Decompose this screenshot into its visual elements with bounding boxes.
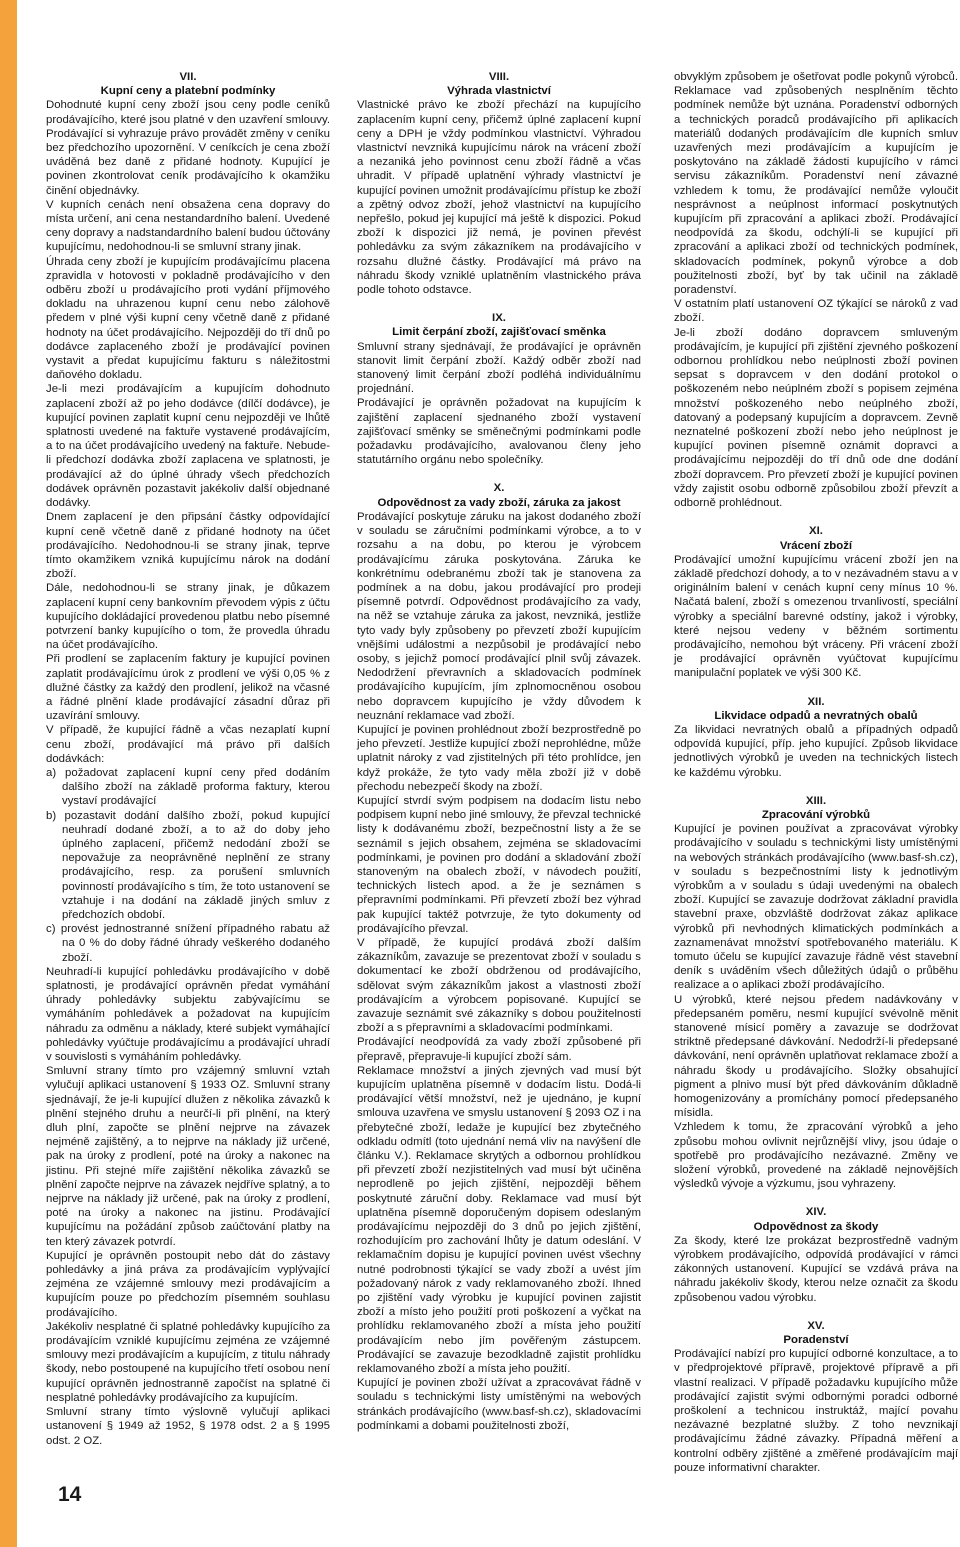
paragraph: Dohodnuté kupní ceny zboží jsou ceny podle ceníků prodávajícího, které jsou platné v den uzavření smlouvy. Prodávající si vyhrazuje právo provádět změny v ceníku bez předchozího upozornění. V ceníkcích je cena zboží uváděná bez daně z přidané hodnoty. Kupující je povinen zkontrolovat ceník prodávajícího k okamžiku činění objednávky. — [46, 99, 330, 197]
paragraph: Jakékoliv nesplatné či splatné pohledávky kupujícího za prodávajícím vzniklé kupujícímu zejména ze vzájemné smlouvy mezi prodávajícím a kupujícím, z titulu náhrady škody, nebo postoupené na kupujícího třetí osobou není kupující oprávněn jednostranně započíst na splatné či nesplatné pohledávky prodávajícího za kupujícím. — [46, 1320, 330, 1404]
section-number: XI. — [809, 525, 823, 538]
section-title: Limit čerpání zboží, zajišťovací směnka — [392, 326, 606, 339]
section — [674, 1319, 958, 1475]
paragraph: Smluvní strany tímto výslovně vylučují aplikaci ustanovení § 1949 až 1952, § 1978 odst. 2 a § 1995 odst. 2 OZ. — [46, 1406, 330, 1447]
paragraph: Smluvní strany sjednávají, že prodávající je oprávněn stanovit limit čerpání zboží. Každý odběr zboží nad stanovený limit čerpání zboží podléhá individuálnímu projednání. — [357, 340, 641, 396]
paragraph: Úhrada ceny zboží je kupujícím prodávajícímu placena zpravidla v hotovosti v pokladně prodávajícího v den odběru zboží u prodávajícího proti vydání příjmového dokladu na uhrazenou kupní cenu nebo zálohově předem v plné výši kupní ceny včetně daně z přidané hodnoty na účet prodávajícího. Nejpozději do tří dnů po dodávce zaplaceného zboží je prodávající povinen vystavit a předat kupujícímu fakturu s náležitostmi daňového dokladu. — [46, 255, 330, 382]
column-3 — [674, 70, 958, 1475]
paragraph: Prodávající umožní kupujícímu vrácení zboží jen na základě předchozí dohody, a to v nezávadném stavu a v originálním balení v cenách kupní ceny mínus 10 %. Načatá balení, zboží s omezenou trvanlivostí, speciální výrobky a speciální barevné odstíny, jakož i výrobky, které nejsou vedeny v běžném sortimentu prodávajícího, nemohou být vráceny. Při vrácení zboží je prodávající oprávněn vyúčtovat kupujícímu manipulační poplatek ve výši 300 Kč. — [674, 553, 958, 680]
paragraph: V případě, že kupující prodává zboží dalším zákazníkům, zavazuje se prezentovat zboží v souladu s dokumentací ke zboží obdrženou od prodávajícího, sdělovat svým zákazníkům jakost a vlastnosti zboží prodávajícím a výrobcem popisované. Kupující se zavazuje seznámit své zákazníky s dobou použitelnosti zboží a s přepravními a skladovacími podmínkami. — [357, 936, 641, 1035]
paragraph: Dále, nedohodnou-li se strany jinak, je důkazem zaplacení kupní ceny bankovním převodem výpis z účtu kupujícího dokládající provedenou platbu nebo písemné potvrzení banky kupujícího o tom, že provedla úhradu na účet prodávajícího. — [46, 582, 330, 652]
paragraph: Prodávající poskytuje záruku na jakost dodaného zboží v souladu se záručními podmínkami výrobce, a to v rozsahu a na dobu, po kterou je výrobcem prodávajícímu záruka poskytována. Záruka ke konkrétnímu odebranému zboží tak je stanovena za podmínek a na dobu, jakou prodávající pro prodeji písemně potvrdí. Odpovědnost prodávajícího za vady, na něž se vztahuje záruka za jakost, nevzniká, jestliže tyto vady byly způsobeny po převzetí zboží kupujícím vnějšími událostmi a nezpůsobil je prodávající nebo osoby, s jejichž pomocí prodávající plnil svůj závazek. Nedodržení převravních a skladovacích podmínek prodávajícího kupujícím, jím zplnomocněnou osobou nebo dopravcem kupujícího je vždy důvodem k neuznání reklamace vad zboží. — [357, 510, 641, 722]
paragraph: Kupující je povinen prohlédnout zboží bezprostředně po jeho převzetí. Jestliže kupující zboží neprohlédne, může uplatnit nároky z vad zjistitelných při této prohlídce, jen když prokáže, že tyto vady měla zboží již v době přechodu nebezpečí škody na zboží. — [357, 723, 641, 793]
section-title: Likvidace odpadů a nevratných obalů — [714, 709, 918, 722]
paragraph: Prodávající nabízí pro kupující odborné konzultace, a to v předprojektové přípravě, projektové přípravě a při vlastní realizaci. V případě požadavku kupujícího může prodávající zajistit svými odbornými poradci odborné proškolení a technicou instruktáž, mající povahu nezávazné bezplatné služby. Z toho nevznikají prodávajícímu žádné závazky. Případná měření a kontrolní odběry zjištěné a změřené prodávajícím mají pouze informativní charakter. — [674, 1348, 958, 1474]
section-title: Odpovědnost za škody — [753, 1220, 879, 1233]
paragraph: Kupující je povinen zboží užívat a zpracovávat řádně v souladu s technickými listy umístěnými na webových stránkách prodávajícího (www.basf-sh.cz), skladovacími podmínkami a dobami použitelnosti zboží, — [357, 1377, 641, 1432]
section — [674, 524, 958, 680]
section — [674, 70, 958, 510]
paragraph: V kupních cenách není obsažena cena dopravy do místa určení, ani cena nestandardního balení. Uvedené ceny dopravy a nadstandardního balení budou účtovány kupujícímu, nedohodnou-li se smluvní strany jinak. — [46, 198, 330, 254]
paragraph: Prodávající je oprávněn požadovat na kupujícím k zajištění zaplacení sjednaného zboží vystavení zajišťovací směnky se směnečnými podmínkami podle požadavku prodávajícího, avalovanou členy jeho statutárního orgánu nebo společníky. — [357, 397, 641, 467]
section — [674, 1205, 958, 1304]
paragraph: Za škody, které lze prokázat bezprostředně vadným výrobkem prodávajícího, odpovídá prodávající v rámci zákonných ustanovení. Kupující se vzdává práva na náhradu jakékoliv škody, kterou nelze označit za škodu způsobenou vadou výrobku. — [674, 1234, 958, 1304]
section — [46, 70, 330, 1448]
paragraph: Je-li mezi prodávajícím a kupujícím dohodnuto zaplacení zboží až po jeho dodávce (dílčí dodávce), je kupující povinen zaplatit kupní cenu nejpozději ve lhůtě splatnosti uvedené na faktuře vystavené prodávajícím, a to na účet prodávajícího uvedený na faktuře. Nebude-li předchozí dodávka zboží zaplacena ve splatnosti, je prodávající až do úplné úhrady všech předchozích dodávek oprávněn pozastavit jakékoliv další objednané dodávky. — [46, 383, 330, 510]
section — [357, 70, 641, 297]
accent-bar — [0, 0, 17, 1547]
list-item: a) požadovat zaplacení kupní ceny před dodáním dalšího zboží na základě proforma faktury, kterou vystaví prodávající — [46, 766, 330, 808]
section-title: Poradenství — [783, 1334, 849, 1347]
paragraph: Vzhledem k tomu, že zpracování výrobků a jeho způsobu mohou ovlivnit nejrůznější vlivy, jsou údaje o spotřebě pro prodávajícího nezávazné. Změny ve složení výrobků, provedené na základě nejnovějších výsledků vývoje a výzkumu, jsou vyhrazeny. — [674, 1121, 958, 1191]
paragraph: Smluvní strany tímto pro vzájemný smluvní vztah vylučují aplikaci ustanovení § 1933 OZ. Smluvní strany sjednávají, že je-li kupující dlužen z několika závazků k plnění stejného druhu a neurčí-li při plnění, na který dluh plní, započte se plnění nejprve na závazek nejméně zajištěný, a to nejprve na náklady již určené, pak na úroky z prodlení, poté na úroky a nakonec na jistinu. Při stejné míře zajištění několika závazků se plnění započte nejprve na závazek nejdříve splatný, a to nejprve na náklady již určené, pak na úroky z prodlení, poté na úroky a nakonec na jistinu. Prodávající kupujícímu na požádání způsob zaúčtování platby na ten který závazek potvrdí. — [46, 1065, 330, 1248]
paragraph: Je-li zboží dodáno dopravcem smluveným prodávajícím, je kupující při zjištění zjevného poškození odbornou prohlídkou nebo neúplnosti zboží povinen sepsat s dopravcem v den dodání protokol o poškozeném nebo neúplném zboží s popisem zejména množství poškozeného nebo neúplného zboží, datovaný a podepsaný kupujícím a dopravcem. Zevně neznatelné poškození zboží nebo jeho neúplnost je kupující povinen písemně oznámit dopravci a prodávajícímu nejpozději do tří dnů ode dne dodání zboží dopravcem. Pro převzetí zboží je kupující povinen vždy zajistit osobu odborně způsobilou zboží převzít a odborně prohlédnout. — [674, 326, 958, 510]
section — [357, 311, 641, 467]
column-2 — [357, 70, 641, 1433]
paragraph: obvyklým způsobem je ošetřovat podle pokynů výrobců. Reklamace vad způsobených nesplněním těchto podmínek nemůže být uznána. Poradenství odborných a technických poradců prodávajícího při aplikacích materiálů dodaných prodávajícím dle kupních smluv uzavřených mezi prodávajícím a kupujícím je poskytováno na základě žádosti kupujícího v rámci servisu zákazníkům. Poradenství není závazné vzhledem k tomu, že prodávající nemůže vyloučit nesprávnost a neúplnost informací poskytnutých kupujícím při zpracování a aplikaci zboží. Prodávající neodpovídá za škodu, odchýlí-li se kupující při zpracování a aplikaci zboží od technických podmínek, skladovacích podmínek, pokynů výrobce a dob použitelnosti zboží, byť by tak učinil na základě poradenství. — [674, 71, 958, 297]
section — [674, 794, 958, 1192]
paragraph: Neuhradí-li kupující pohledávku prodávajícího v době splatnosti, je prodávající oprávněn předat vymáhání úhrady pohledávky subjektu zabývajícímu se vymáháním pohledávek a požadovat na kupujícím náhradu za odměnu a náklady, které subjekt vymáhající pohledávky vyúčtuje prodávajícímu a prodávající uhradí v souvislosti s vymáháním pohledávky. — [46, 965, 330, 1064]
paragraph: V případě, že kupující řádně a včas nezaplatí kupní cenu zboží, prodávající má právo při dalších dodávkách: — [46, 724, 330, 765]
section-title: Zpracování výrobků — [761, 808, 871, 821]
section-title: Kupní ceny a platební podmínky — [100, 85, 276, 98]
paragraph: U výrobků, které nejsou předem nadávkovány v předepsaném poměru, nesmí kupující svévolně měnit stanovené mísicí poměry a zavazuje se dodržovat striktně předepsané dávkování. Nedodrží-li předepsané dávkování, není oprávněn uplatňovat reklamace zboží a náhradu škody u prodávajícího. Složky obsahující pigment a plnivo musí být před dávkováním důkladně homogenizovány a promíchány pomocí předepsaného mísidla. — [674, 993, 958, 1120]
paragraph: Dnem zaplacení je den připsání částky odpovídající kupní ceně včetně daně z přidané hodnoty na účet prodávajícího. Nedohodnou-li se strany jinak, teprve tímto okamžikem vzniká kupujícímu nárok na dodání zboží. — [46, 511, 330, 581]
section-number: IX. — [492, 312, 506, 325]
paragraph: Prodávající neodpovídá za vady zboží způsobené při přepravě, přepravuje-li kupující zboží sám. — [357, 1036, 641, 1063]
section-title: Vrácení zboží — [779, 539, 853, 552]
section-number: XV. — [807, 1319, 825, 1332]
list-item: c) provést jednostranné snížení případného rabatu až na 0 % do doby řádné úhrady veškerého dodaného zboží. — [46, 923, 330, 964]
paragraph: Za likvidaci nevratných obalů a případných odpadů odpovídá kupující, příp. jeho kupující. Způsob likvidace jednotlivých výrobků je uveden na technických listech ke každému výrobku. — [674, 723, 958, 779]
paragraph: V ostatním platí ustanovení OZ týkající se nároků z vad zboží. — [674, 298, 958, 325]
section-number: XII. — [807, 695, 825, 708]
section-number: X. — [493, 482, 505, 495]
paragraph: Vlastnické právo ke zboží přechází na kupujícího zaplacením kupní ceny, přičemž úplné zaplacení kupní ceny a DPH je vždy podmínkou vlastnictví. Výhradou vlastnictví nevzniká kupujícímu nárok na vrácení zboží a nezaniká jeho povinnost cenu zboží řádně a včas uhradit. V případě uplatnění výhrady vlastnictví je kupující povinen umožnit prodávajícímu přístup ke zboží a zpětný odvoz zboží, jehož vlastnictví na kupujícího nepřešlo, pokud jej kupující má ještě k dispozici. Pokud zboží k dispozici již nemá, je povinen převést pohledávku za svým zákazníkem na prodávajícího v rozsahu dlužné částky. Prodávající má právo na náhradu škody vzniklé uplatněním vlastnického práva podle tohoto odstavce. — [357, 99, 641, 297]
paragraph: Reklamace množství a jiných zjevných vad musí být kupujícím uplatněna písemně v dodacím listu. Dodá-li prodávající větší množství, než je ujednáno, je kupní smlouva uzavřena ve smyslu ustanovení § 2093 OZ i na přebytečné zboží, ledaže je kupující bez zbytečného odkladu odmítl (toto ujednání nemá vliv na navýšení dle článku V.). Reklamace skrytých a odbornou prohlídkou při převzetí zboží nezjistitelných vad musí být učiněna neprodleně po jejich zjištění, nejpozději během poskytnuté záruční doby. Reklamace vad musí být uplatněna písemně doporučeným dopisem odeslaným prodávajícímu nejpozději do 3 dnů po jejich zjištění, rozhodujícím pro zachování lhůty je datum odeslání. V reklamačním dopisu je kupující povinen uvést všechny nutné podrobnosti týkající se vady zboží a uvést jím požadovaný nárok z vady reklamovaného zboží. Ihned po zjištění vady výrobku je kupující povinen zajistit zboží a místo jeho použití proti poškození a vyčkat na prohlídku reklamovaného zboží a místa jeho použití prodávajícím nebo jím pověřeným zástupcem. Prodávající se zavazuje bezodkladně zajistit prohlídku reklamovaného zboží a místa jeho použití. — [357, 1064, 641, 1376]
section — [674, 695, 958, 780]
column-1 — [46, 70, 330, 1448]
paragraph: Kupující je povinen používat a zpracovávat výrobky prodávajícího v souladu s technickými listy umístěnými na webových stránkách prodávajícího (www.basf-sh.cz), v souladu s bezpečnostními listy k jednotlivým výrobkům a v souladu s údaji uvedenými na obalech zboží. Kupující se zavazuje dodržovat základní pravidla stavební praxe, obzvláště dodržovat zákaz aplikace výrobků při nevhodných klimatických podmínkách a zaznamenávat množství spotřebovaného materiálu. K tomuto účelu se kupující zavazuje řádně vést stavební deník s uváděním všech důležitých údajů o průběhu realizace a o aplikaci zboží prodávajícího. — [674, 823, 958, 992]
section-number: XIV. — [805, 1206, 827, 1219]
paragraph: Kupující stvrdí svým podpisem na dodacím listu nebo podpisem kupní nebo jiné smlouvy, že převzal technické listy k dodávanému zboží, bezpečnostní listy a že se seznámil s jejich obsahem, zejména se skladovacími podmínkami, je povinen pro dodání a skladování zboží stanoveným na obalech zboží, v návodech použití, technických listech apod. a že je seznámen s přepravními podmínkami. Při převzetí zboží bez výhrad pak kupující taktéž potvrzuje, že tyto dokumenty od prodávajícího převzal. — [357, 794, 641, 935]
list — [46, 766, 330, 965]
paragraph: Kupující je oprávněn postoupit nebo dát do zástavy pohledávky a jiná práva za prodávajícím vyplývající zejména ze vzájemné smlouvy mezi prodávajícím a kupujícím pouze po předchozím písemném souhlasu prodávajícího. — [46, 1249, 330, 1319]
section-number: XIII. — [805, 794, 827, 807]
section-title: Výhrada vlastnictví — [447, 85, 551, 98]
page-number: 14 — [58, 1483, 82, 1506]
paragraph: Při prodlení se zaplacením faktury je kupující povinen zaplatit prodávajícímu úrok z prodlení ve výši 0,05 % z dlužné částky za každý den prodlení, jelikož na včasné a řádné plnění klade prodávající zásadní důraz při uzavírání smlouvy. — [46, 653, 330, 723]
list-item: b) pozastavit dodání dalšího zboží, pokud kupující neuhradí dodané zboží, a to až do doby jeho úplného zaplacení, přičemž nedodání zboží se nepovažuje za neoprávněné neplnění ze strany prodávajícího, resp. za porušení smluvních povinností prodávajícího s tím, že toto ustanovení se vztahuje i na dodání na základě jiných smluv z předchozích období. — [46, 809, 330, 921]
section-title: Odpovědnost za vady zboží, záruka za jakost — [377, 496, 621, 509]
section-number: VII. — [179, 71, 197, 83]
section — [357, 481, 641, 1433]
section-number: VIII. — [488, 71, 510, 83]
